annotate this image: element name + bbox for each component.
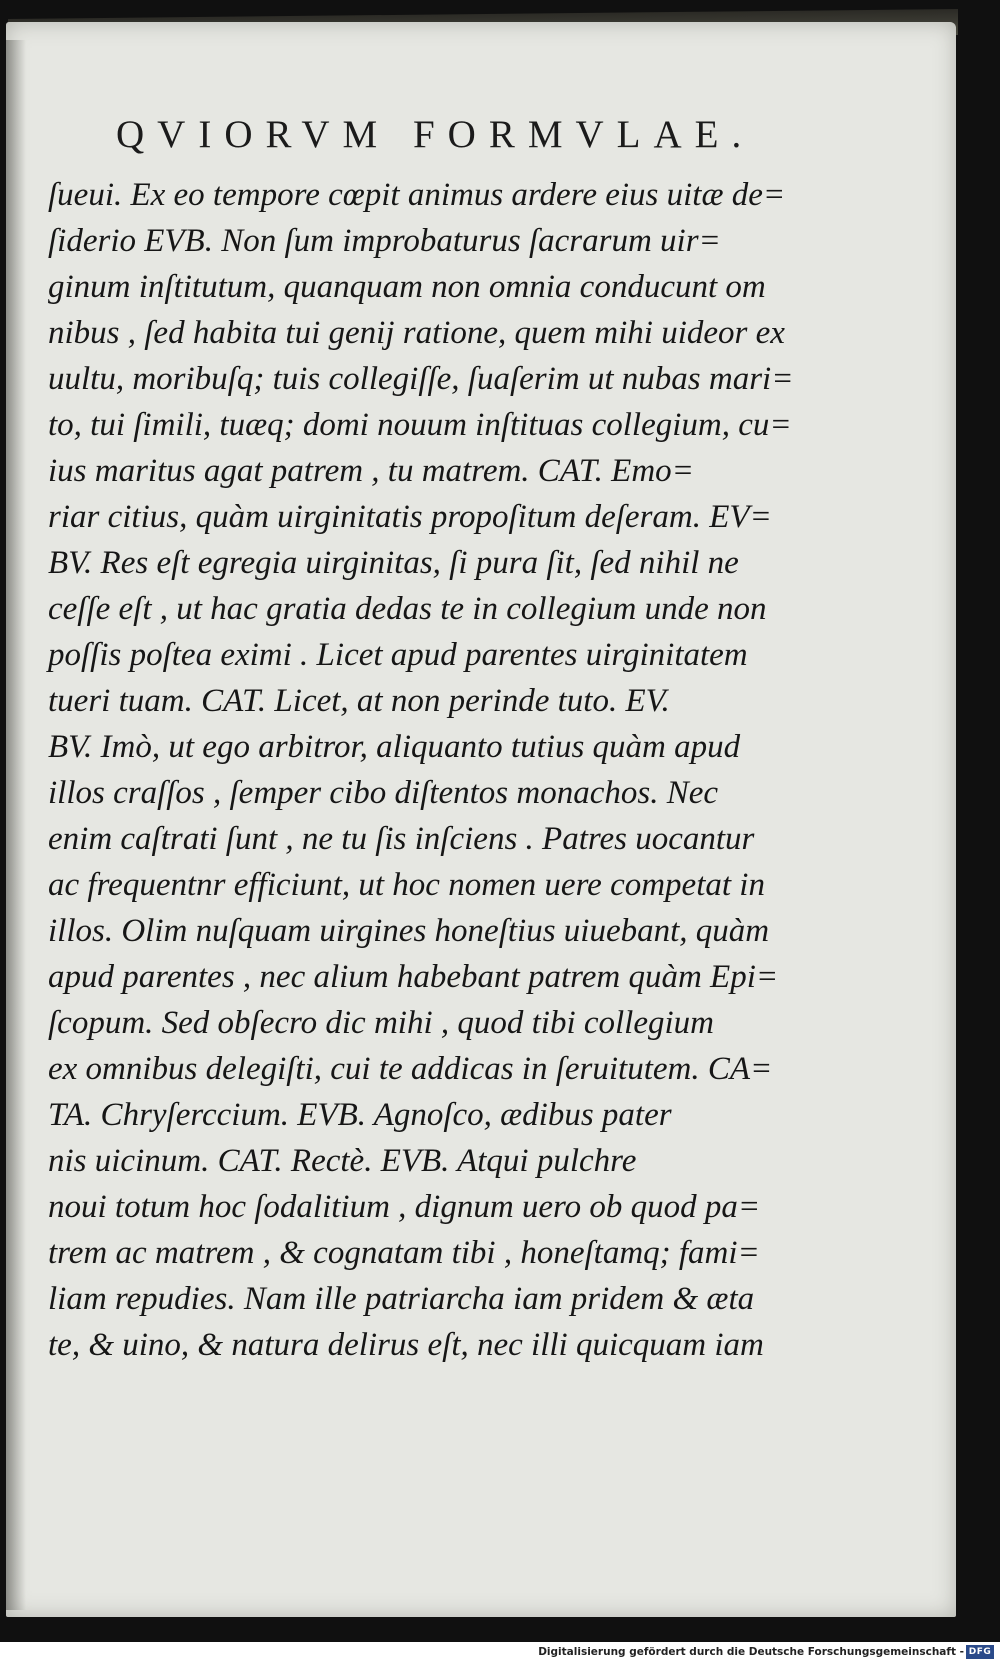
text-line: illos craſſos , ſemper cibo diſtentos monachos. Nec (48, 775, 719, 811)
text-line: BV. Imò, ut ego arbitror, aliquanto tutius quàm apud (48, 729, 741, 765)
text-line: riar citius, quàm uirginitatis propoſitum deſeram. EV= (48, 499, 772, 535)
text-line: nibus , ſed habita tui genij ratione, quem mihi uideor ex (48, 315, 785, 351)
text-line: te, & uino, & natura delirus eſt, nec illi quicquam iam (48, 1327, 764, 1363)
text-line: noui totum hoc ſodalitium , dignum uero ob quod pa= (48, 1189, 761, 1225)
text-line: ceſſe eſt , ut hac gratia dedas te in collegium unde non (48, 591, 767, 627)
text-line: liam repudies. Nam ille patriarcha iam pridem & æta (48, 1281, 755, 1317)
text-line: ius maritus agat patrem , tu matrem. CAT. Emo= (48, 453, 694, 489)
text-line: uultu, moribuſq; tuis collegiſſe, ſuaſerim ut nubas mari= (48, 361, 794, 397)
dfg-logo: DFG (966, 1645, 994, 1659)
text-line: nis uicinum. CAT. Rectè. EVB. Atqui pulchre (48, 1143, 637, 1179)
text-line: ac frequentnr efficiunt, ut hoc nomen uere competat in (48, 867, 765, 903)
text-line: ſcopum. Sed obſecro dic mihi , quod tibi collegium (48, 1005, 714, 1041)
text-line: apud parentes , nec alium habebant patrem quàm Epi= (48, 959, 779, 995)
text-line: ginum inſtitutum, quanquam non omnia conducunt om (48, 269, 766, 305)
running-head: QVIORVM FORMVLAE. (116, 113, 755, 156)
text-line: tueri tuam. CAT. Licet, at non perinde tuto. EV. (48, 683, 670, 719)
body-text (48, 172, 818, 1368)
text-line: ſueui. Ex eo tempore cœpit animus ardere eius uitæ de= (48, 177, 786, 213)
text-line: ex omnibus delegiſti, cui te addicas in ſeruitutem. CA= (48, 1051, 773, 1087)
text-line: BV. Res eſt egregia uirginitas, ſi pura ſit, ſed nihil ne (48, 545, 739, 581)
funding-credit: Digitalisierung gefördert durch die Deutsche Forschungsgemeinschaft - (538, 1646, 964, 1658)
gutter-shadow (6, 40, 26, 1610)
text-line: ſiderio EVB. Non ſum improbaturus ſacrarum uir= (48, 223, 721, 259)
text-line: enim caſtrati ſunt , ne tu ſis inſciens . Patres uocantur (48, 821, 755, 857)
text-line: poſſis poſtea eximi . Licet apud parentes uirginitatem (48, 637, 748, 673)
text-line: to, tui ſimili, tuæq; domi nouum inſtituas collegium, cu= (48, 407, 792, 443)
text-line: TA. Chryſerccium. EVB. Agnoſco, ædibus pater (48, 1097, 672, 1133)
text-line: illos. Olim nuſquam uirgines honeſtius uiuebant, quàm (48, 913, 770, 949)
text-line: trem ac matrem , & cognatam tibi , honeſtamq; fami= (48, 1235, 760, 1271)
